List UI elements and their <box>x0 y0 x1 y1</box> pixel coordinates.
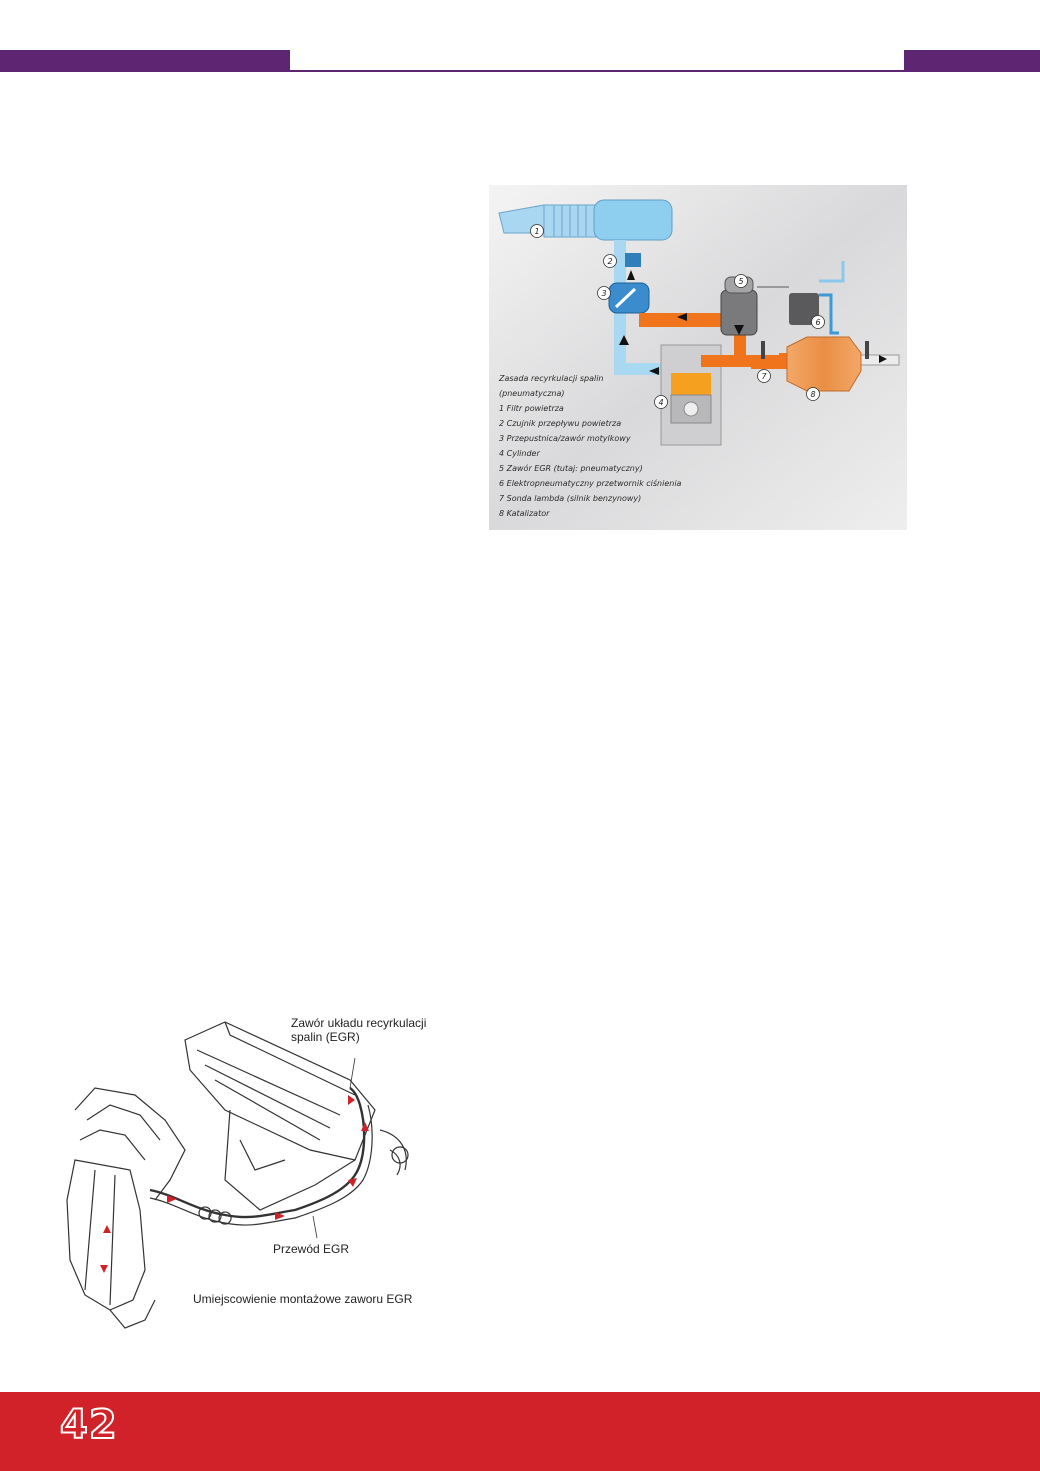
legend-item: 4 Cylinder <box>499 449 540 458</box>
egr-principle-diagram <box>489 185 907 530</box>
header-bar-right <box>904 50 1040 72</box>
legend-item: 7 Sonda lambda (silnik benzynowy) <box>499 494 642 503</box>
marker-6: 6 <box>815 318 821 327</box>
legend-item: 2 Czujnik przepływu powietrza <box>499 419 622 428</box>
legend-item: 8 Katalizator <box>499 509 550 518</box>
page-number: 42 <box>60 1402 118 1448</box>
header-rule <box>290 70 904 72</box>
figure-caption: Umiejscowienie montażowe zaworu EGR <box>193 1292 413 1306</box>
diagram-legend <box>499 371 681 521</box>
legend-item: 1 Filtr powietrza <box>499 404 564 413</box>
legend-item: 3 Przepustnica/zawór motylkowy <box>499 434 631 443</box>
marker-4: 4 <box>658 398 664 407</box>
legend-item: 6 Elektropneumatyczny przetwornik ciśnienia <box>499 479 682 488</box>
legend-item: 5 Zawór EGR (tutaj: pneumatyczny) <box>499 464 643 473</box>
engine-drawing <box>55 1010 455 1340</box>
marker-1: 1 <box>534 227 540 236</box>
marker-2: 2 <box>607 257 613 266</box>
legend-subtitle: (pneumatyczna) <box>499 389 565 398</box>
label-egr-pipe: Przewód EGR <box>273 1242 350 1256</box>
egr-mounting-illustration <box>55 1010 455 1340</box>
marker-8: 8 <box>810 390 816 399</box>
marker-5: 5 <box>738 277 744 286</box>
label-egr-valve: Zawór układu recyrkulacji spalin (EGR) <box>291 1016 427 1044</box>
legend-title: Zasada recyrkulacji spalin <box>499 374 604 383</box>
header-bar-left <box>0 50 290 72</box>
marker-7: 7 <box>761 372 767 381</box>
marker-3: 3 <box>601 289 607 298</box>
page-footer <box>0 1392 1040 1471</box>
